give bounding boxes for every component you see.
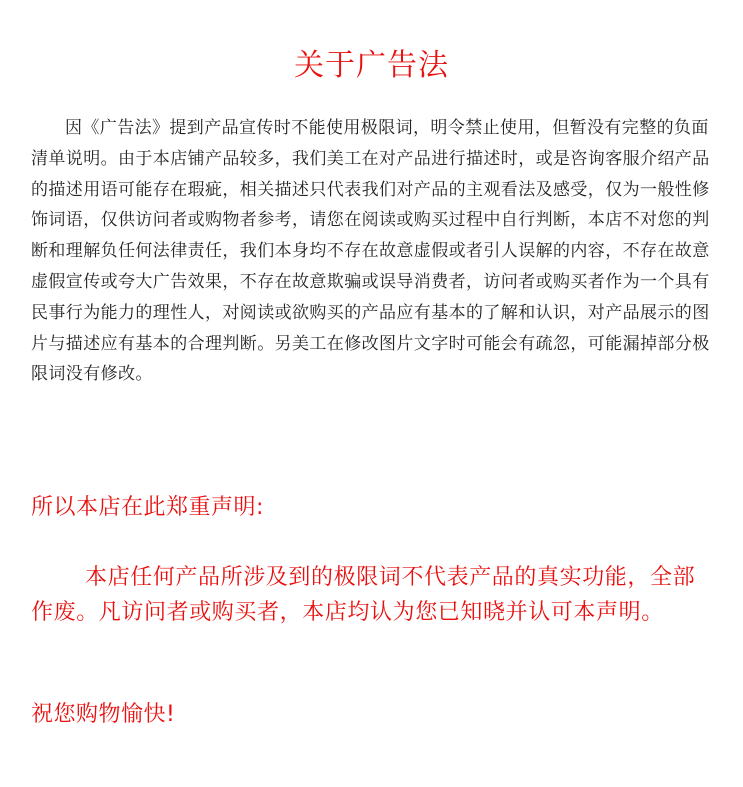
notice-body-paragraph: 因《广告法》提到产品宣传时不能使用极限词，明令禁止使用，但暂没有完整的负面清单说明。由于本店铺产品较多，我们美工在对产品进行描述时，或是咨询客服介绍产品的描述用语可能存在瑕疵，相关描述只代表我们对产品的主观看法及感受，仅为一般性修饰词语，仅供访问者或购物者参考，请您在阅读或购买过程中自行判断，本店不对您的判断和理解负任何法律责任，我们本身均不存在故意虚假或者引人误解的内容，不存在故意虚假宣传或夸大广告效果，不存在故意欺骗或误导消费者，访问者或购买者作为一个具有民事行为能力的理性人，对阅读或欲购买的产品应有基本的了解和认识，对产品展示的图片与描述应有基本的合理判断。另美工在修改图片文字时可能会有疏忽，可能漏掉部分极限词没有修改。 (31, 118, 710, 385)
declaration-heading: 所以本店在此郑重声明: (31, 495, 264, 520)
closing-greeting: 祝您购物愉快! (31, 702, 176, 727)
notice-title: 关于广告法 (294, 48, 449, 83)
declaration-body: 本店任何产品所涉及到的极限词不代表产品的真实功能，全部作废。凡访问者或购买者，本店均认为您已知晓并认可本声明。 (31, 565, 696, 625)
